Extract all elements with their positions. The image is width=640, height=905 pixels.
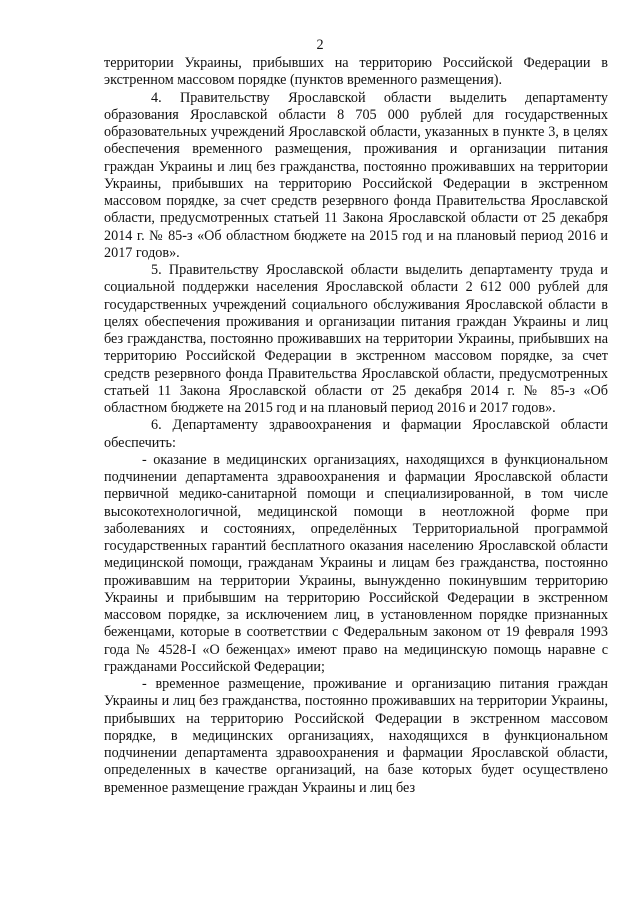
- document-body: [104, 55, 608, 797]
- paragraph-item-5: 5. Правительству Ярославской области выделить департаменту труда и социальной поддержки населения Ярославской области 2 612 000 рублей для государственных учреждений социального обслуживания Ярославской области в целях обеспечения проживания и организации питания граждан Украины и лиц без гражданства, постоянно проживавших на территории Украины, прибывших на территорию Российской Федерации в экстренном массовом порядке, за счет средств резервного фонда Правительства Ярославской области, предусмотренных статьей 11 Закона Ярославской области от 25 декабря 2014 г. № 85-з «Об областном бюджете на 2015 год и на плановый период 2016 и 2017 годов».: [104, 262, 608, 416]
- paragraph-continuation: территории Украины, прибывших на территорию Российской Федерации в экстренном массовом порядке (пунктов временного размещения).: [104, 55, 608, 89]
- paragraph-item-6: 6. Департаменту здравоохранения и фармации Ярославской области обеспечить:: [104, 417, 608, 451]
- list-item-medical-care: - оказание в медицинских организациях, находящихся в функциональном подчинении департамента здравоохранения и фармации Ярославской области первичной медико-санитарной помощи и специализированной, в том числе высокотехнологичной, медицинской помощи в неотложной форме при заболеваниях и состояниях, определённых Территориальной программой государственных гарантий бесплатного оказания населению Ярославской области медицинской помощи, гражданам Украины и лицам без гражданства, постоянно проживавшим на территории Украины, вынужденно покинувшим территорию Украины и прибывшим на территорию Российской Федерации в экстренном массовом порядке, за исключением лиц, в установленном порядке признанных беженцами, которые в соответствии с Федеральным законом от 19 февраля 1993 года № 4528-I «О беженцах» имеют право на медицинскую помощь наравне с гражданами Российской Федерации;: [104, 451, 608, 675]
- page-number: 2: [316, 37, 324, 53]
- list-item-temporary-accommodation: - временное размещение, проживание и организацию питания граждан Украины и лиц без гражданства, постоянно проживавших на территории Украины, прибывших на территорию Российской Федерации в экстренном массовом порядке, в медицинских организациях, находящихся в функциональном подчинении департамента здравоохранения и фармации Ярославской области, определенных в качестве организаций, на базе которых будет осуществлено временное размещение граждан Украины и лиц без: [104, 676, 608, 796]
- paragraph-item-4: 4. Правительству Ярославской области выделить департаменту образования Ярославской области 8 705 000 рублей для государственных образовательных учреждений Ярославской области, указанных в пункте 3, в целях обеспечения временного размещения, проживания и организации питания граждан Украины и лиц без гражданства, постоянно проживавших на территории Украины, прибывших на территорию Российской Федерации в экстренном массовом порядке, за счет средств резервного фонда Правительства Ярославской области, предусмотренных статьей 11 Закона Ярославской области от 25 декабря 2014 г. № 85-з «Об областном бюджете на 2015 год и на плановый период 2016 и 2017 годов».: [104, 89, 608, 261]
